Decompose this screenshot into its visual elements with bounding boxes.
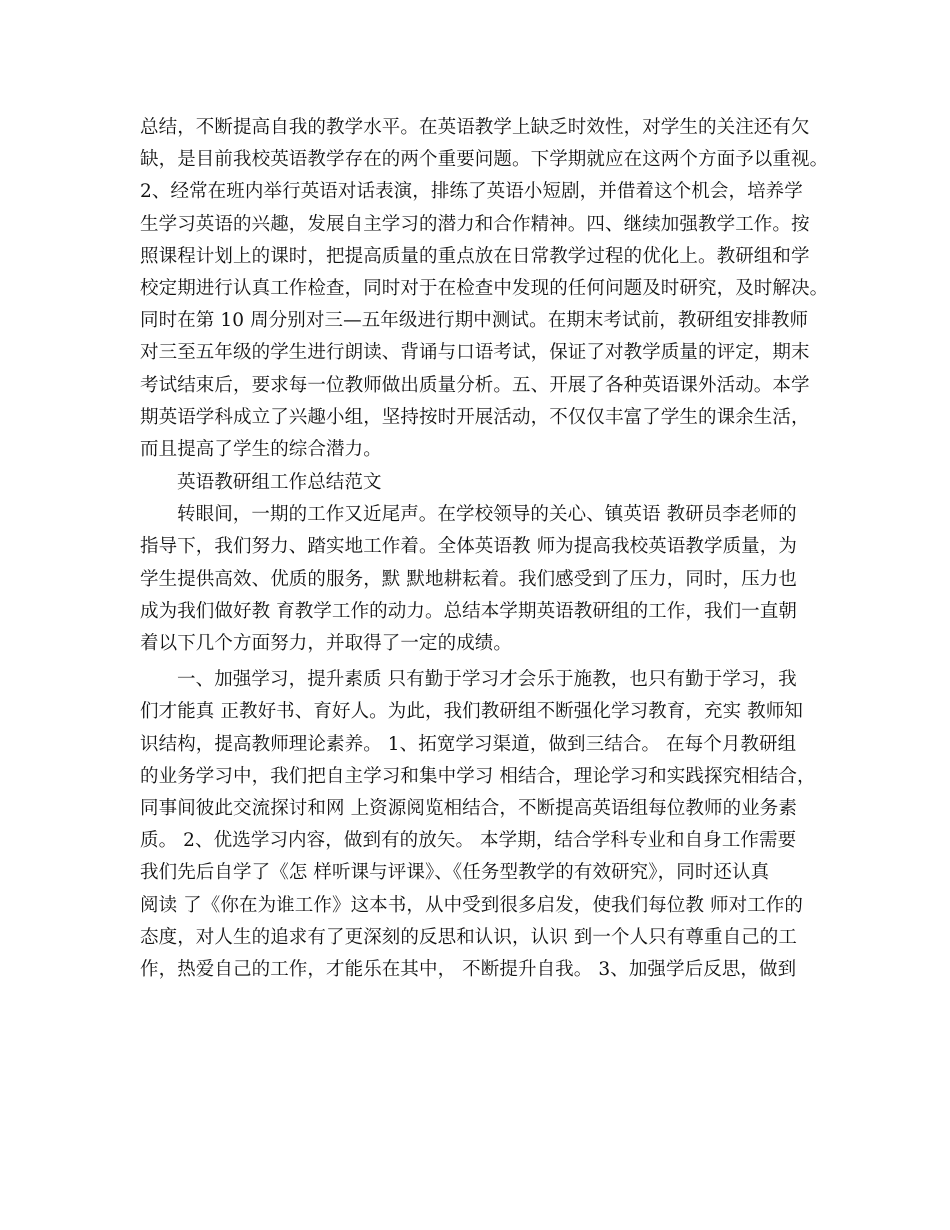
text-line: 的业务学习中，我们把自主学习和集中学习 相结合，理论学习和实践探究相结合， — [140, 765, 816, 787]
text-line: 生学习英语的兴趣，发展自主学习的潜力和合作精神。四、继续加强教学工作。按 — [140, 213, 810, 235]
document-page — [140, 112, 830, 986]
section-title: 英语教研组工作总结范文 — [177, 472, 382, 494]
text-line: 们才能真 正教好书、育好人。为此，我们教研组不断强化学习教育，充实 教师知 — [140, 701, 803, 723]
text-line: 缺，是目前我校英语教学存在的两个重要问题。下学期就应在这两个方面予以重视。 — [140, 149, 829, 171]
text-line: 期英语学科成立了兴趣小组，坚持按时开展活动，不仅仅丰富了学生的课余生活， — [140, 406, 810, 428]
text-line: 我们先后自学了《怎 样听课与评课》、《任务型教学的有效研究》，同时还认真 — [140, 862, 770, 884]
text-line: 作，热爱自己的工作，才能乐在其中， 不断提升自我。 3、加强学后反思，做到 — [140, 958, 797, 980]
text-line: 成为我们做好教 育教学工作的动力。总结本学期英语教研组的工作，我们一直朝 — [140, 600, 797, 622]
text-line: 而且提高了学生的综合潜力。 — [140, 438, 382, 460]
text-line: 总结，不断提高自我的教学水平。在英语教学上缺乏时效性，对学生的关注还有欠 — [140, 117, 810, 138]
text-line: 2、经常在班内举行英语对话表演，排练了英语小短剧，并借着这个机会，培养学 — [140, 181, 803, 203]
text-line: 对三至五年级的学生进行朗读、背诵与口语考试，保证了对教学质量的评定，期末 — [140, 342, 810, 364]
text-line: 同时在第 10 周分别对三—五年级进行期中测试。在期末考试前，教研组安排教师 — [140, 310, 809, 332]
text-line: 同事间彼此交流探讨和网 上资源阅览相结合，不断提高英语组每位教师的业务素 — [140, 797, 797, 819]
text-line: 转眼间，一期的工作又近尾声。在学校领导的关心、镇英语 教研员李老师的 — [177, 504, 797, 526]
text-line: 学生提供高效、优质的服务，默 默地耕耘着。我们感受到了压力，同时，压力也 — [140, 568, 797, 590]
text-line: 质。 2、优选学习内容，做到有的放矢。 本学期，结合学科专业和自身工作需要 — [140, 830, 797, 852]
text-line: 校定期进行认真工作检查，同时对于在检查中发现的任何问题及时研究，及时解决。 — [140, 277, 829, 299]
text-line: 照课程计划上的课时，把提高质量的重点放在日常教学过程的优化上。教研组和学 — [140, 245, 810, 267]
text-line: 着以下几个方面努力，并取得了一定的成绩。 — [140, 633, 513, 654]
text-line: 态度，对人生的追求有了更深刻的反思和认识，认识 到一个人只有尊重自己的工 — [140, 926, 797, 948]
text-line: 指导下，我们努力、踏实地工作着。全体英语教 师为提高我校英语教学质量，为 — [140, 536, 797, 558]
text-line: 一、加强学习，提升素质 只有勤于学习才会乐于施教，也只有勤于学习，我 — [177, 669, 797, 691]
text-line: 考试结束后，要求每一位教师做出质量分析。五、开展了各种英语课外活动。本学 — [140, 374, 810, 396]
text-line: 阅读 了《你在为谁工作》这本书，从中受到很多启发，使我们每位教 师对工作的 — [140, 894, 803, 916]
text-line: 识结构，提高教师理论素养。 1、拓宽学习渠道，做到三结合。 在每个月教研组 — [140, 733, 797, 755]
